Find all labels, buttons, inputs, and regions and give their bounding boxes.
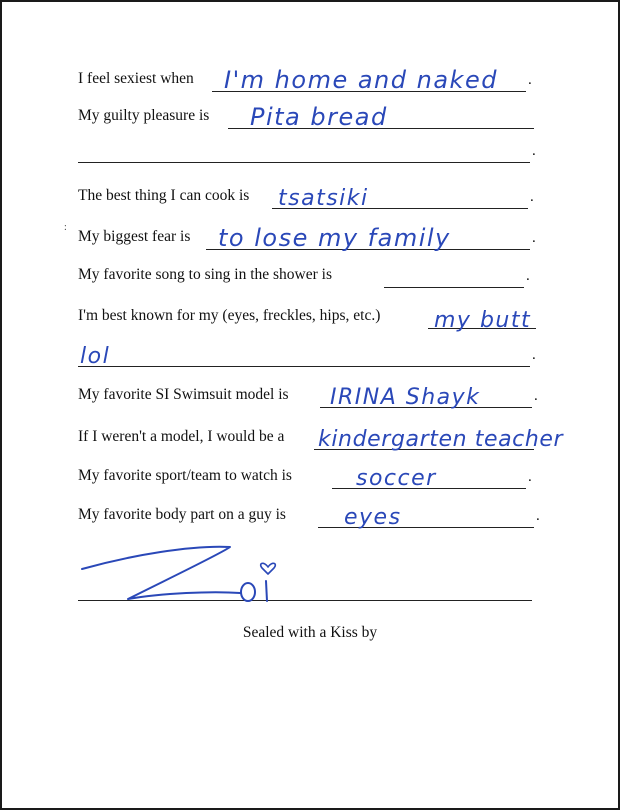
handwritten-signature — [72, 537, 292, 607]
field-prompt: I feel sexiest when — [78, 70, 194, 87]
period: . — [532, 143, 536, 159]
period: . — [528, 72, 532, 88]
field-prompt: The best thing I can cook is — [78, 187, 250, 204]
field-row-guilty-pleasure-cont — [78, 139, 548, 163]
field-row-si-model — [78, 384, 548, 408]
field-prompt: I'm best known for my (eyes, freckles, hips, etc.) — [78, 307, 381, 324]
caption-sealed-with-kiss: Sealed with a Kiss by — [242, 624, 378, 641]
field-prompt: My favorite song to sing in the shower is — [78, 266, 333, 283]
handwritten-answer: Pita bread — [250, 103, 388, 131]
field-prompt: My guilty pleasure is — [78, 107, 210, 124]
field-row-shower-song — [78, 264, 548, 288]
field-prompt: My favorite sport/team to watch is — [78, 467, 292, 484]
period: . — [532, 347, 536, 363]
field-prompt: My favorite SI Swimsuit model is — [78, 386, 289, 403]
period: . — [526, 268, 530, 284]
field-row-if-not-model — [78, 426, 578, 450]
handwritten-answer: soccer — [356, 466, 437, 491]
field-row-best-known-cont — [78, 343, 548, 367]
handwritten-answer: kindergarten teacher — [318, 427, 564, 452]
handwritten-answer: to lose my family — [218, 224, 451, 252]
period: . — [530, 189, 534, 205]
margin-mark: : — [64, 222, 67, 233]
handwritten-answer: eyes — [344, 505, 402, 530]
handwritten-answer-continued: lol — [80, 344, 111, 369]
field-row-best-cook — [78, 185, 548, 209]
period: . — [536, 508, 540, 524]
field-row-body-part — [78, 504, 548, 528]
answer-line — [384, 287, 524, 288]
handwritten-answer: tsatsiki — [278, 186, 369, 211]
field-row-guilty-pleasure — [78, 105, 548, 129]
handwritten-answer: I'm home and naked — [224, 66, 498, 94]
field-prompt: My favorite body part on a guy is — [78, 506, 286, 523]
handwritten-answer: IRINA Shayk — [330, 385, 481, 410]
field-row-biggest-fear — [78, 226, 548, 250]
field-row-sexiest — [78, 68, 548, 92]
answer-line — [78, 162, 530, 163]
field-prompt: If I weren't a model, I would be a — [78, 428, 285, 445]
period: . — [528, 469, 532, 485]
period: . — [534, 388, 538, 404]
field-row-sport — [78, 465, 548, 489]
period: . — [532, 230, 536, 246]
handwritten-answer: my butt — [434, 308, 532, 333]
answer-line — [78, 366, 530, 367]
field-prompt: My biggest fear is — [78, 228, 191, 245]
field-row-best-known — [78, 305, 548, 333]
